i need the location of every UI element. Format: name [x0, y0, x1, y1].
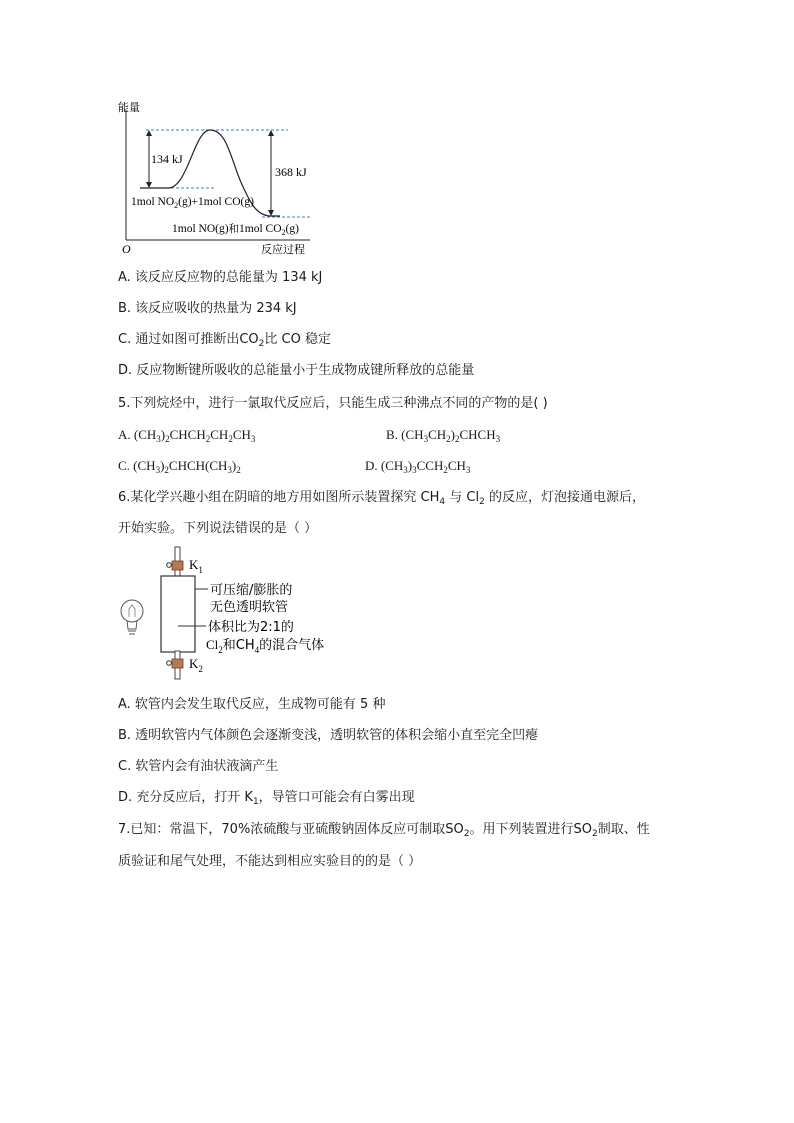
release-arrow-head-top: [268, 130, 274, 136]
q6-stem-line1: 6.某化学兴趣小组在阴暗的地方用如图所示装置探究 $CH_4$ 与 $Cl_2$ 的反应，灯泡接通电源后，: [118, 490, 645, 507]
q6-option-b: B. 透明软管内气体颜色会逐渐变浅，透明软管的体积会缩小直至完全凹瘪: [118, 728, 539, 743]
q5-option-c: C. $(CH_3)_2CHCH(CH_3)_2$: [118, 458, 241, 475]
q4-option-b: B. 该反应吸收的热量为 234 kJ: [118, 301, 297, 316]
tube-label-line1: 可压缩/膨胀的: [210, 583, 293, 598]
light-bulb-icon: [121, 600, 143, 634]
q6-option-d: D. 充分反应后，打开 $K_1$，导管口可能会有白雾出现: [118, 790, 415, 807]
energy-diagram: [110, 95, 350, 260]
valve-k2-handle-icon: [167, 661, 172, 666]
products-label: 1mol NO(g)和1mol $CO_2(g)$: [172, 223, 299, 237]
k2-label: $K_2$: [189, 656, 203, 674]
valve-k2: [172, 659, 183, 668]
y-axis-label: 能量: [118, 101, 140, 114]
q4-option-c-sub: 2: [258, 339, 265, 349]
q5-option-d: D. $(CH_3)_3CCH_2CH_3$: [365, 458, 471, 475]
q4-option-c: [118, 331, 331, 349]
q6-stem-line2: 开始实验。下列说法错误的是（ ）: [118, 521, 318, 536]
release-arrow-head-bottom: [268, 210, 274, 216]
gas-label-line1: 体积比为2:1的: [208, 620, 294, 635]
apparatus-figure: [114, 545, 354, 680]
q4-option-a: A. 该反应反应物的总能量为 134 kJ: [118, 270, 323, 285]
valve-k1-handle-icon: [167, 563, 172, 568]
soft-tube: [161, 576, 195, 652]
q4-option-c-rest: 比 CO 稳定: [264, 332, 331, 347]
q7-stem-line1: 7.已知：常温下，70%浓硫酸与亚硫酸钠固体反应可制取$SO_2$。用下列装置进行$SO_2$制取、性: [118, 822, 650, 839]
activation-arrow-head-top: [146, 130, 152, 136]
q5-stem: 5.下列烷烃中，进行一氯取代反应后，只能生成三种沸点不同的产物的是( ): [118, 396, 548, 411]
valve-k1: [172, 561, 183, 570]
reactants-label: 1mol $NO_2(g)+1mol$ CO(g): [131, 196, 254, 210]
activation-energy-label: 134 kJ: [151, 152, 183, 166]
gas-label-line2: $Cl_2$和$CH_4$的混合气体: [206, 637, 325, 655]
q5-option-b: B. $(CH_3CH_2)_2CHCH_3$: [386, 427, 501, 444]
origin-label: O: [122, 242, 131, 256]
q4-option-c-text: C. 通过如图可推断出CO: [118, 332, 259, 347]
q6-option-a: A. 软管内会发生取代反应，生成物可能有 5 种: [118, 697, 386, 712]
q4-option-d: D. 反应物断键所吸收的总能量小于生成物成键所释放的总能量: [118, 363, 475, 378]
q5-option-a: A. $(CH_3)_2CHCH_2CH_2CH_3$: [118, 427, 256, 444]
k1-label: $K_1$: [189, 557, 203, 575]
q6-option-c: C. 软管内会有油状液滴产生: [118, 759, 279, 774]
x-axis-label: 反应过程: [261, 243, 305, 256]
release-energy-label: 368 kJ: [275, 165, 307, 179]
activation-arrow-head-bottom: [146, 182, 152, 188]
tube-label-line2: 无色透明软管: [210, 600, 289, 615]
q7-stem-line2: 质验证和尾气处理，不能达到相应实验目的的是（ ）: [118, 854, 422, 869]
